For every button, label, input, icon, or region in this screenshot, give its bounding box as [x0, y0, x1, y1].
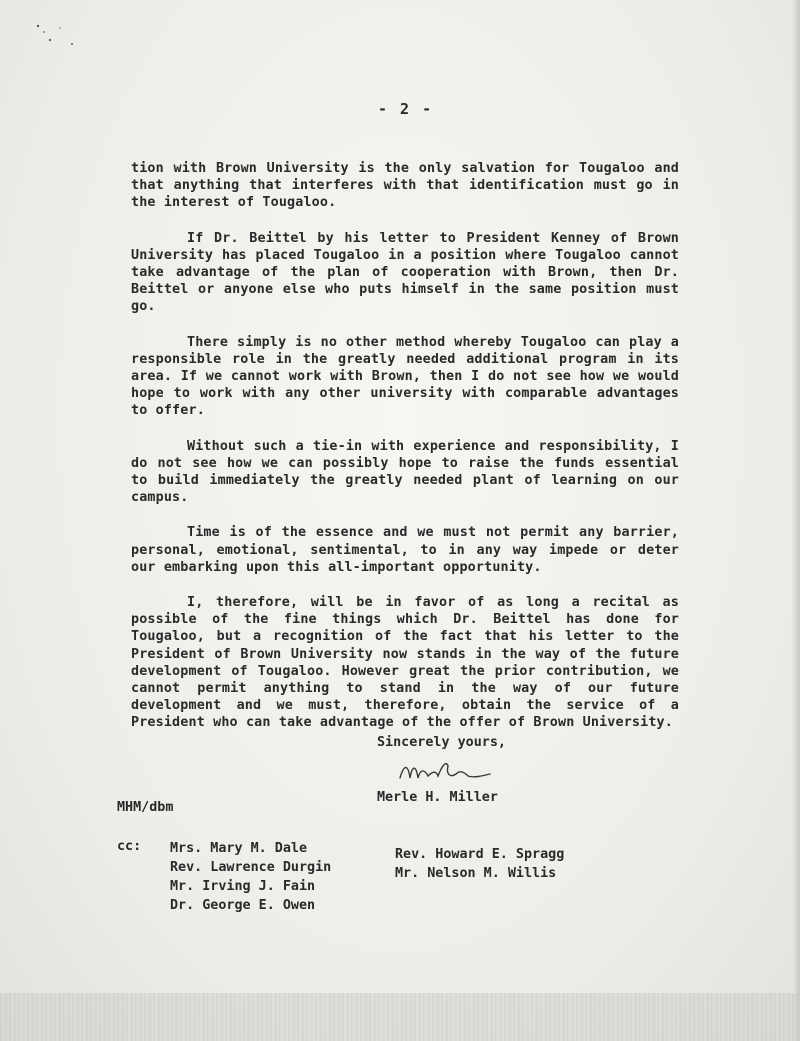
cc-recipients-right: [395, 845, 564, 883]
paper-bottom-edge: [0, 993, 800, 1041]
cc-recipient: Mr. Irving J. Fain: [170, 879, 316, 894]
scan-speck-marks: [30, 18, 90, 58]
complimentary-closing: Sincerely yours,: [377, 735, 506, 750]
body-paragraph-4: Without such a tie-in with experience and responsibility, I do not see how we can possibly hope to raise the funds essential to build immediately the greatly needed plant of learning on our campus.: [131, 438, 679, 506]
paper-edge-shadow: [792, 0, 800, 1041]
letter-body: [131, 160, 679, 750]
body-paragraph-5: Time is of the essence and we must not permit any barrier, personal, emotional, sentimental, to in any way impede or deter our embarking upon this all-important opportunity.: [131, 525, 679, 575]
typist-initials: MHM/dbm: [117, 800, 174, 815]
cc-recipients-left: [170, 839, 331, 915]
cc-label: cc:: [117, 839, 142, 854]
page-number: - 2 -: [378, 100, 434, 118]
body-paragraph-6: I, therefore, will be in favor of as long a recital as possible of the fine things which Dr. Beittel has done for Tougaloo, but a recognition of the fact that his letter to the President of Brown University now stands in the way of the future development of Tougaloo. However great the prior contribution, we cannot permit anything to stand in the way of our future development and we must, therefore, obtain the service of a President who can take advantage of the offer of Brown University.: [131, 595, 679, 731]
cc-recipient: Rev. Howard E. Spragg: [395, 847, 565, 862]
cc-recipient: Rev. Lawrence Durgin: [170, 860, 332, 875]
cc-recipient: Mr. Nelson M. Willis: [395, 866, 557, 881]
handwritten-signature: [398, 756, 498, 786]
body-paragraph-3: There simply is no other method whereby Tougaloo can play a responsible role in the greatly needed additional program in its area. If we cannot work with Brown, then I do not see how we would hope to work with any other university with comparable advantages to offer.: [131, 334, 679, 419]
body-paragraph-2: If Dr. Beittel by his letter to President Kenney of Brown University has placed Tougaloo in a position where Tougaloo cannot take advantage of the plan of cooperation with Brown, then Dr. Beittel or anyone else who puts himself in the same position must go.: [131, 230, 679, 315]
body-paragraph-1: tion with Brown University is the only salvation for Tougaloo and that anything that interferes with that identification must go in the interest of Tougaloo.: [131, 161, 679, 211]
cc-recipient: Dr. George E. Owen: [170, 898, 316, 913]
signer-name: Merle H. Miller: [377, 790, 498, 805]
cc-recipient: Mrs. Mary M. Dale: [170, 841, 308, 856]
